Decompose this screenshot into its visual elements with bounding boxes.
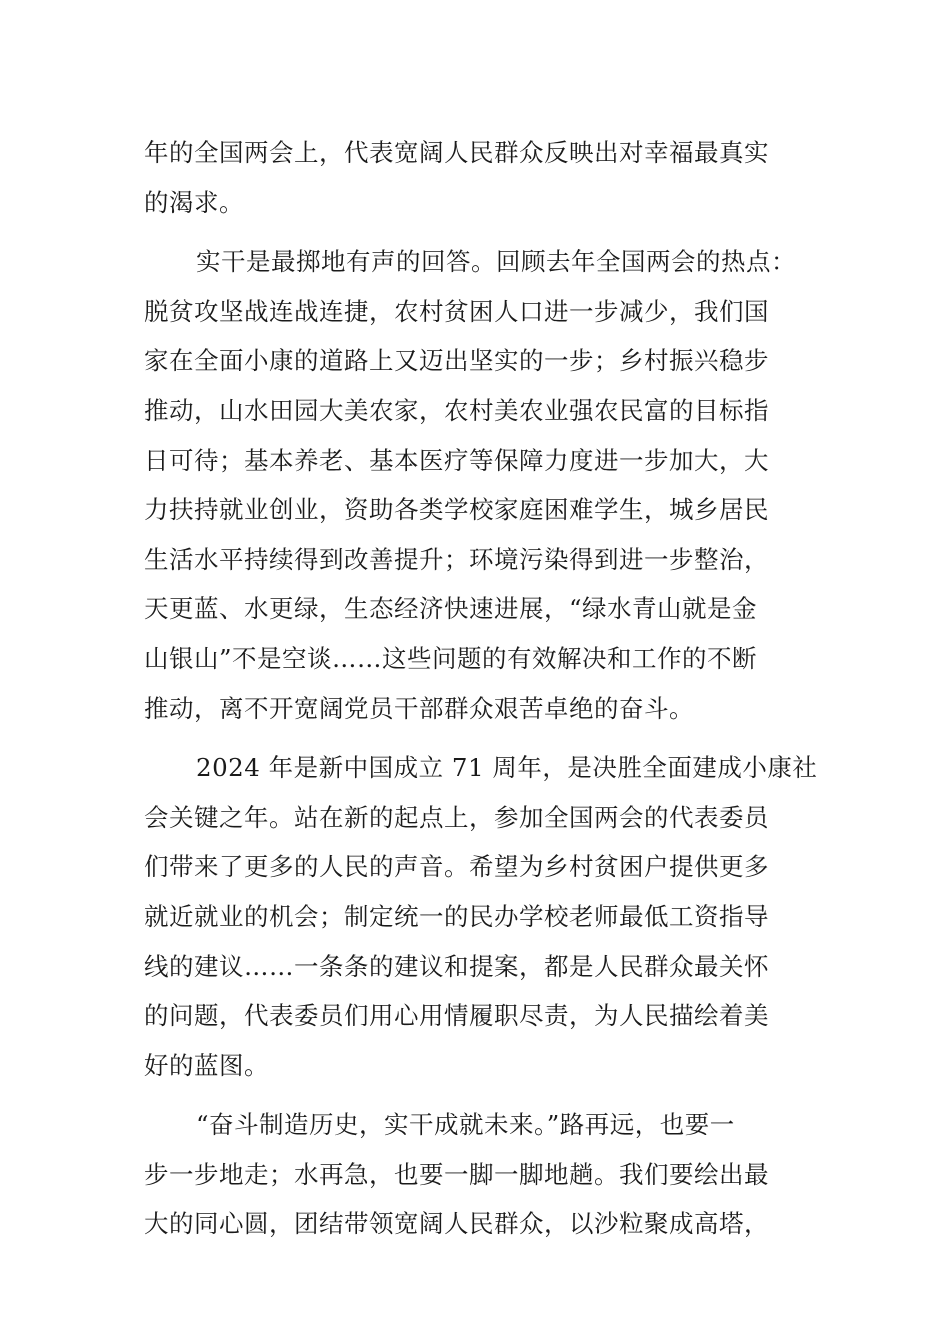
paragraph-4: [144, 1100, 816, 1249]
text-line: 推动，离不开宽阔党员干部群众艰苦卓绝的奋斗。: [144, 693, 694, 723]
text-line: 的渴求。: [144, 187, 244, 217]
text-line: “奋斗制造历史，实干成就未来。”路再远，也要一: [196, 1110, 735, 1140]
text-line: 2024 年是新中国成立 71 周年，是决胜全面建成小康社: [196, 753, 818, 783]
text-line: 步一步地走；水再急，也要一脚一脚地趟。我们要绘出最: [144, 1159, 769, 1189]
text-line: 家在全面小康的道路上又迈出坚实的一步；乡村振兴稳步: [144, 346, 769, 376]
text-line: 们带来了更多的人民的声音。希望为乡村贫困户提供更多: [144, 852, 769, 882]
text-line: 年的全国两会上，代表宽阔人民群众反映出对幸福最真实: [144, 138, 769, 167]
text-line: 力扶持就业创业，资助各类学校家庭困难学生，城乡居民: [144, 495, 769, 525]
document-body: [144, 128, 816, 1249]
text-line: 推动，山水田园大美农家，农村美农业强农民富的目标指: [144, 395, 769, 425]
text-line: 脱贫攻坚战连战连捷，农村贫困人口进一步减少，我们国: [144, 296, 769, 326]
paragraph-1: [144, 128, 816, 227]
paragraph-3: [144, 743, 816, 1090]
text-line: 的问题，代表委员们用心用情履职尽责，为人民描绘着美: [144, 1001, 769, 1031]
text-line: 好的蓝图。: [144, 1050, 269, 1080]
text-line: 山银山”不是空谈……这些问题的有效解决和工作的不断: [144, 643, 758, 673]
paragraph-2: [144, 237, 816, 733]
text-line: 生活水平持续得到改善提升；环境污染得到进一步整治，: [144, 544, 769, 574]
text-line: 就近就业的机会；制定统一的民办学校老师最低工资指导: [144, 901, 769, 931]
text-line: 线的建议……一条条的建议和提案，都是人民群众最关怀: [144, 951, 769, 981]
text-line: 会关键之年。站在新的起点上，参加全国两会的代表委员: [144, 802, 769, 832]
text-line: 实干是最掷地有声的回答。回顾去年全国两会的热点：: [196, 247, 796, 277]
text-line: 日可待；基本养老、基本医疗等保障力度进一步加大，大: [144, 445, 769, 475]
text-line: 天更蓝、水更绿，生态经济快速进展，“绿水青山就是金: [144, 594, 758, 624]
text-line: 大的同心圆，团结带领宽阔人民群众，以沙粒聚成高塔，: [144, 1209, 769, 1239]
